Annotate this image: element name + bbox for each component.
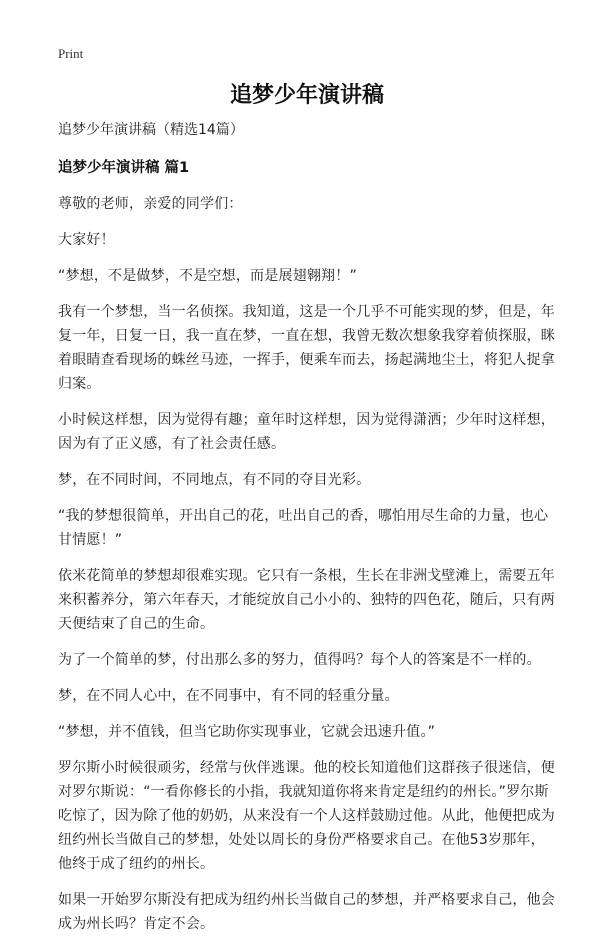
document-body [58,118,556,948]
paragraph-rolls-story: 罗尔斯小时候很顽劣，经常与伙伴逃课。他的校长知道他们这群孩子很迷信，便对罗尔斯说：“一看你修长的小指，我就知道你将来肯定是纽约的州长。”罗尔斯吃惊了，因为除了他的奶奶，从来没有一个人这样鼓励过他。从此，他便把成为纽约州长当做自己的梦想，处处以周长的身份严格要求自己。在他53岁那年，他终于成了纽约的州长。 [58,760,555,872]
paragraph-rolls-question: 如果一开始罗尔斯没有把成为纽约州长当做自己的梦想，并严格要求自己，他会成为州长吗？肯定不会。 [58,892,555,932]
paragraph-worth-it: 为了一个简单的梦，付出那么多的努力，值得吗？每个人的答案是不一样的。 [58,652,541,668]
paragraph-hello: 大家好！ [58,232,115,248]
paragraph-dream-weight: 梦，在不同人心中，在不同事中，有不同的轻重分量。 [58,688,399,704]
paragraph-detective-dream: 我有一个梦想，当一名侦探。我知道，这是一个几乎不可能实现的梦，但是，年复一年，日复一日，我一直在梦，一直在想，我曾无数次想象我穿着侦探服，眯着眼睛查看现场的蛛丝马迹，一挥手，便乘车而去，扬起满地尘土，将犯人捉拿归案。 [58,304,555,392]
paragraph-greeting: 尊敬的老师，亲爱的同学们： [58,196,243,212]
document-subtitle: 追梦少年演讲稿（精选14篇） [58,122,244,138]
page-title: 追梦少年演讲稿 [229,83,384,108]
print-link[interactable]: Print [58,46,84,61]
paragraph-quote-1: “梦想，不是做梦，不是空想，而是展翅翱翔！” [58,268,357,284]
paragraph-quote-3: “梦想，并不值钱，但当它助你实现事业，它就会迅速升值。” [58,724,436,740]
paragraph-quote-2: “我的梦想很简单，开出自己的花，吐出自己的香，哪怕用尽生命的力量，也心甘情愿！” [58,508,549,548]
paragraph-yimi-flower: 依米花简单的梦想却很难实现。它只有一条根，生长在非洲戈壁滩上，需要五年来积蓄养分，第六年春天，才能绽放自己小小的、独特的四色花，随后，只有两天便结束了自己的生命。 [58,568,555,632]
paragraph-childhood: 小时候这样想，因为觉得有趣；童年时这样想，因为觉得潇洒；少年时这样想，因为有了正义感，有了社会责任感。 [58,412,555,452]
section-heading: 追梦少年演讲稿 篇1 [58,160,190,176]
paragraph-dream-time: 梦，在不同时间，不同地点，有不同的夺目光彩。 [58,472,371,488]
